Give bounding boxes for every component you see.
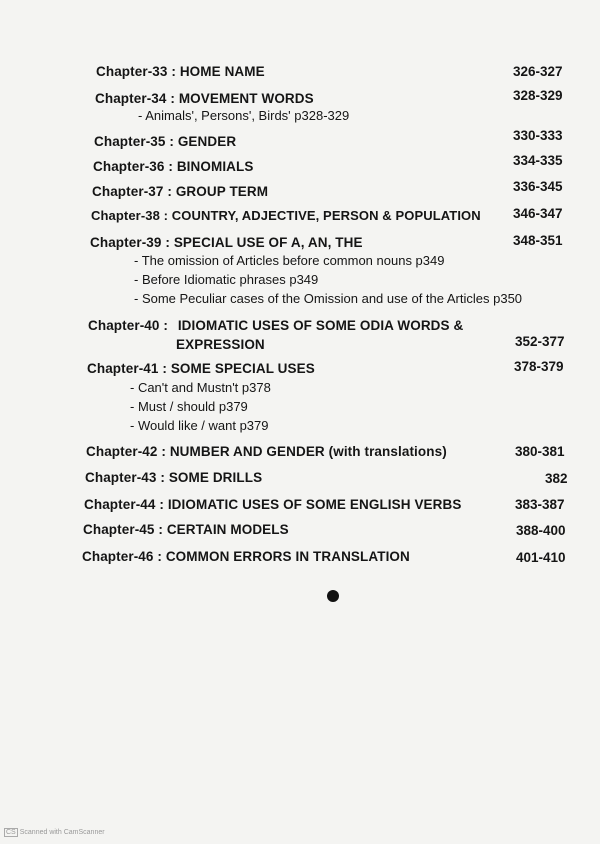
- chapter-33-heading: [96, 64, 265, 79]
- chapter-number: Chapter-43 :: [85, 470, 165, 485]
- chapter-35-heading: [94, 134, 236, 149]
- chapter-title: GROUP TERM: [175, 184, 269, 199]
- chapter-37-heading: [92, 184, 268, 199]
- chapter-40-heading: [88, 318, 463, 333]
- chapter-39-pages: 348-351: [513, 233, 563, 248]
- chapter-43-pages: 382: [545, 471, 568, 486]
- chapter-number: Chapter-45 :: [83, 522, 163, 537]
- chapter-35-pages: 330-333: [513, 128, 563, 143]
- chapter-number: Chapter-36 :: [93, 159, 173, 174]
- chapter-title: COMMON ERRORS IN TRANSLATION: [165, 549, 410, 564]
- chapter-title: MOVEMENT WORDS: [178, 91, 314, 106]
- chapter-41-subtopic-1: - Can't and Mustn't p378: [130, 380, 271, 395]
- chapter-46-pages: 401-410: [516, 550, 566, 565]
- chapter-number: Chapter-44 :: [84, 497, 164, 512]
- chapter-title: BINOMIALS: [176, 159, 254, 174]
- chapter-36-pages: 334-335: [513, 153, 563, 168]
- chapter-40-pages: 352-377: [515, 334, 565, 349]
- chapter-34-pages: 328-329: [513, 88, 563, 103]
- chapter-title: SOME DRILLS: [168, 470, 263, 485]
- chapter-42-heading: [86, 444, 447, 459]
- chapter-number: Chapter-39 :: [90, 235, 170, 250]
- chapter-41-heading: [87, 361, 315, 376]
- chapter-number: Chapter-46 :: [82, 549, 162, 564]
- chapter-38-heading: [91, 208, 481, 223]
- scanner-watermark: [4, 828, 105, 837]
- chapter-44-pages: 383-387: [515, 497, 565, 512]
- chapter-37-pages: 336-345: [513, 179, 563, 194]
- chapter-number: Chapter-38 :: [91, 208, 169, 223]
- chapter-45-heading: [83, 522, 289, 537]
- chapter-title: IDIOMATIC USES OF SOME ODIA WORDS &: [177, 318, 464, 333]
- chapter-44-heading: [84, 497, 461, 512]
- chapter-39-subtopic-3: - Some Peculiar cases of the Omission and use of the Articles p350: [134, 291, 523, 306]
- chapter-title: COUNTRY, ADJECTIVE, PERSON & POPULATION: [171, 208, 481, 223]
- chapter-title: SPECIAL USE OF A, AN, THE: [173, 235, 363, 250]
- chapter-title: IDIOMATIC USES OF SOME ENGLISH VERBS: [167, 497, 462, 512]
- chapter-40-title-continued: EXPRESSION: [176, 337, 265, 352]
- chapter-title: SOME SPECIAL USES: [170, 361, 315, 376]
- chapter-number: Chapter-34 :: [95, 91, 175, 106]
- chapter-43-heading: [85, 470, 262, 485]
- chapter-41-subtopic-2: - Must / should p379: [130, 399, 248, 414]
- chapter-45-pages: 388-400: [516, 523, 566, 538]
- chapter-36-heading: [93, 159, 253, 174]
- chapter-number: Chapter-35 :: [94, 134, 174, 149]
- chapter-34-heading: [95, 91, 314, 106]
- chapter-39-heading: [90, 235, 363, 250]
- chapter-33-pages: 326-327: [513, 64, 563, 79]
- chapter-title: NUMBER AND GENDER (with translations): [169, 444, 447, 459]
- chapter-title: HOME NAME: [179, 64, 265, 79]
- chapter-34-subtopic-1: - Animals', Persons', Birds' p328-329: [138, 108, 350, 123]
- chapter-title: CERTAIN MODELS: [166, 522, 289, 537]
- camscanner-logo-icon: CS: [6, 829, 16, 836]
- chapter-46-heading: [82, 549, 410, 564]
- chapter-42-pages: 380-381: [515, 444, 565, 459]
- chapter-number: Chapter-37 :: [92, 184, 172, 199]
- chapter-41-pages: 378-379: [514, 359, 564, 374]
- chapter-39-subtopic-1: - The omission of Articles before common nouns p349: [134, 253, 445, 268]
- chapter-number: Chapter-40 :: [88, 318, 168, 333]
- chapter-number: Chapter-42 :: [86, 444, 166, 459]
- scanner-text: Scanned with CamScanner: [19, 829, 105, 836]
- chapter-39-subtopic-2: - Before Idiomatic phrases p349: [134, 272, 319, 287]
- chapter-38-pages: 346-347: [513, 206, 563, 221]
- chapter-number: Chapter-41 :: [87, 361, 167, 376]
- chapter-number: Chapter-33 :: [96, 64, 176, 79]
- chapter-title: GENDER: [177, 134, 237, 149]
- chapter-41-subtopic-3: - Would like / want p379: [130, 418, 269, 433]
- end-bullet-icon: [327, 590, 339, 602]
